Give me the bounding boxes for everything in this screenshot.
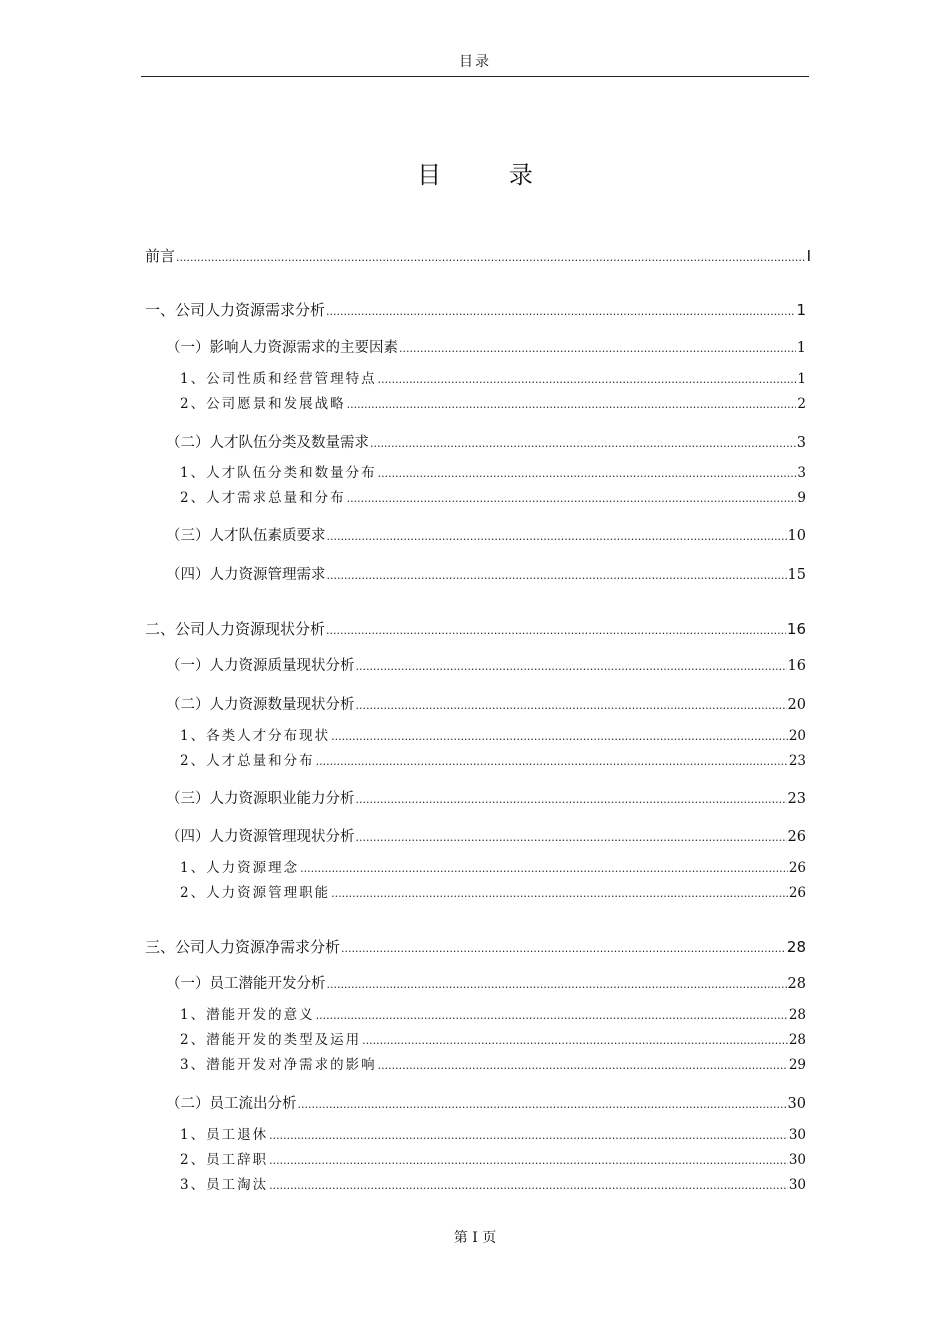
toc-entry-label: 一、公司人力资源需求分析: [145, 301, 326, 319]
toc-entry-subsection[interactable]: [180, 725, 806, 747]
toc-entry-label: （二）人力资源数量现状分析: [166, 697, 355, 713]
toc-entry-subsection[interactable]: [180, 1054, 806, 1076]
toc-entry-label: （四）人力资源管理需求: [166, 567, 326, 583]
toc-entry-page: 30: [787, 1096, 806, 1112]
toc-entry-label: （一）人力资源质量现状分析: [166, 658, 355, 674]
toc-entry-label: （三）人才队伍素质要求: [166, 528, 326, 544]
toc-entry-section[interactable]: [166, 564, 806, 586]
toc-entry-section[interactable]: [166, 1093, 806, 1115]
toc-entry-label: 1、人力资源理念: [180, 860, 300, 876]
toc-entry-page: 26: [788, 860, 806, 876]
toc-entry-page: 23: [787, 791, 806, 807]
page-title: [0, 158, 950, 192]
toc-entry-label: 二、公司人力资源现状分析: [145, 620, 326, 638]
toc-entry-page: 28: [788, 1007, 806, 1023]
toc-entry-page: 16: [787, 658, 806, 674]
toc-entry-page: 1: [797, 371, 806, 387]
toc-leader-dots: [327, 526, 787, 548]
toc-entry-page: 1: [796, 301, 806, 319]
toc-entry-label: （一）员工潜能开发分析: [166, 976, 326, 992]
toc-entry-subsection[interactable]: [180, 368, 806, 390]
toc-entry-label: 1、各类人才分布现状: [180, 728, 331, 744]
running-header: [141, 52, 809, 77]
toc-entry-label: 2、人力资源管理职能: [180, 885, 331, 901]
toc-entry-label: 2、人才需求总量和分布: [180, 490, 346, 506]
toc-leader-dots: [356, 789, 787, 811]
toc-entry-page: 15: [787, 567, 806, 583]
page-title-char-1: 目: [417, 161, 442, 189]
toc-entry-page: 10: [787, 528, 806, 544]
toc-entry-label: （四）人力资源管理现状分析: [166, 829, 355, 845]
toc-entry-label: 1、员工退休: [180, 1127, 269, 1143]
toc-entry-label: 1、潜能开发的意义: [180, 1007, 315, 1023]
toc-entry-section[interactable]: [166, 694, 806, 716]
toc-leader-dots: [331, 726, 788, 748]
toc-leader-dots: [327, 565, 787, 587]
toc-entry-subsection[interactable]: [180, 1174, 806, 1196]
toc-leader-dots: [269, 1175, 788, 1197]
toc-entry-page: 28: [787, 976, 806, 992]
toc-entry-label: 2、公司愿景和发展战略: [180, 396, 346, 412]
toc-entry-section[interactable]: [166, 432, 806, 454]
toc-leader-dots: [341, 938, 786, 960]
toc-entry-label: 三、公司人力资源净需求分析: [145, 938, 341, 956]
toc-entry-page: 1: [796, 340, 806, 356]
toc-leader-dots: [331, 883, 788, 905]
toc-entry-label: 2、人才总量和分布: [180, 753, 315, 769]
toc-entry-label: 3、员工淘汰: [180, 1177, 269, 1193]
toc-leader-dots: [378, 463, 797, 485]
page-number: 第 I 页: [453, 1230, 497, 1246]
toc-entry-subsection[interactable]: [180, 1004, 806, 1026]
toc-leader-dots: [269, 1125, 788, 1147]
toc-entry-page: 16: [786, 620, 806, 638]
toc-entry-label: 1、人才队伍分类和数量分布: [180, 465, 377, 481]
toc-entry-label: 2、员工辞职: [180, 1152, 269, 1168]
toc-leader-dots: [362, 1030, 788, 1052]
page-footer: [0, 1228, 950, 1248]
toc-entry-page: 2: [797, 396, 806, 412]
toc-leader-dots: [327, 974, 787, 996]
toc-entry-subsection[interactable]: [180, 882, 806, 904]
toc-leader-dots: [176, 247, 806, 269]
toc-entry-section[interactable]: [166, 337, 806, 359]
toc-entry-section[interactable]: [166, 826, 806, 848]
toc-leader-dots: [378, 1055, 788, 1077]
toc-entry-label: 前言: [145, 247, 176, 265]
toc-leader-dots: [316, 1005, 788, 1027]
toc-leader-dots: [347, 488, 797, 510]
toc-entry-subsection[interactable]: [180, 487, 806, 509]
toc-entry-page: 30: [788, 1127, 806, 1143]
toc-entry-subsection[interactable]: [180, 1149, 806, 1171]
toc-entry-label: （二）员工流出分析: [166, 1096, 297, 1112]
toc-leader-dots: [347, 394, 797, 416]
toc-leader-dots: [316, 751, 788, 773]
toc-entry-subsection[interactable]: [180, 857, 806, 879]
toc-entry-subsection[interactable]: [180, 1029, 806, 1051]
toc-leader-dots: [356, 827, 787, 849]
toc-leader-dots: [399, 338, 796, 360]
toc-entry-subsection[interactable]: [180, 462, 806, 484]
toc-entry-page: 26: [788, 885, 806, 901]
toc-entry-section[interactable]: [166, 973, 806, 995]
toc-leader-dots: [298, 1094, 787, 1116]
page-title-char-2: 录: [508, 161, 533, 189]
toc-entry-section[interactable]: [166, 788, 806, 810]
toc-entry-subsection[interactable]: [180, 393, 806, 415]
toc-entry-page: 3: [796, 435, 806, 451]
toc-entry-chapter[interactable]: [145, 299, 806, 321]
running-header-title: 目录: [459, 54, 491, 70]
toc-entry-label: 2、潜能开发的类型及运用: [180, 1032, 362, 1048]
toc-entry-subsection[interactable]: [180, 1124, 806, 1146]
toc-entry-page: 28: [788, 1032, 806, 1048]
toc-entry-page: 20: [787, 697, 806, 713]
toc-entry-section[interactable]: [166, 655, 806, 677]
toc-leader-dots: [356, 656, 787, 678]
toc-entry-page: 28: [786, 938, 806, 956]
toc-entry-page: 3: [797, 465, 806, 481]
toc-entry-page: 9: [797, 490, 806, 506]
toc-entry-label: （二）人才队伍分类及数量需求: [166, 435, 369, 451]
toc-entry-chapter[interactable]: [145, 618, 806, 640]
toc-leader-dots: [378, 369, 797, 391]
toc-leader-dots: [370, 433, 796, 455]
toc-entry-label: （一）影响人力资源需求的主要因素: [166, 340, 398, 356]
toc-entry-page: 30: [788, 1152, 806, 1168]
toc-entry-page: 26: [787, 829, 806, 845]
toc-entry-page: 23: [788, 753, 806, 769]
toc-entry-page: I: [806, 247, 811, 265]
toc-entry-chapter[interactable]: [145, 936, 806, 958]
toc-leader-dots: [300, 858, 788, 880]
toc-leader-dots: [269, 1150, 788, 1172]
toc-entry-page: 20: [788, 728, 806, 744]
toc-entry-label: 3、潜能开发对净需求的影响: [180, 1057, 377, 1073]
toc-entry-section[interactable]: [166, 525, 806, 547]
toc-leader-dots: [356, 695, 787, 717]
toc-leader-dots: [326, 620, 786, 642]
toc-leader-dots: [326, 301, 795, 323]
toc-entry-label: 1、公司性质和经营管理特点: [180, 371, 377, 387]
toc-entry-label: （三）人力资源职业能力分析: [166, 791, 355, 807]
toc-entry-page: 30: [788, 1177, 806, 1193]
toc-entry-preface[interactable]: [145, 245, 811, 267]
toc-entry-subsection[interactable]: [180, 750, 806, 772]
toc-entry-page: 29: [788, 1057, 806, 1073]
